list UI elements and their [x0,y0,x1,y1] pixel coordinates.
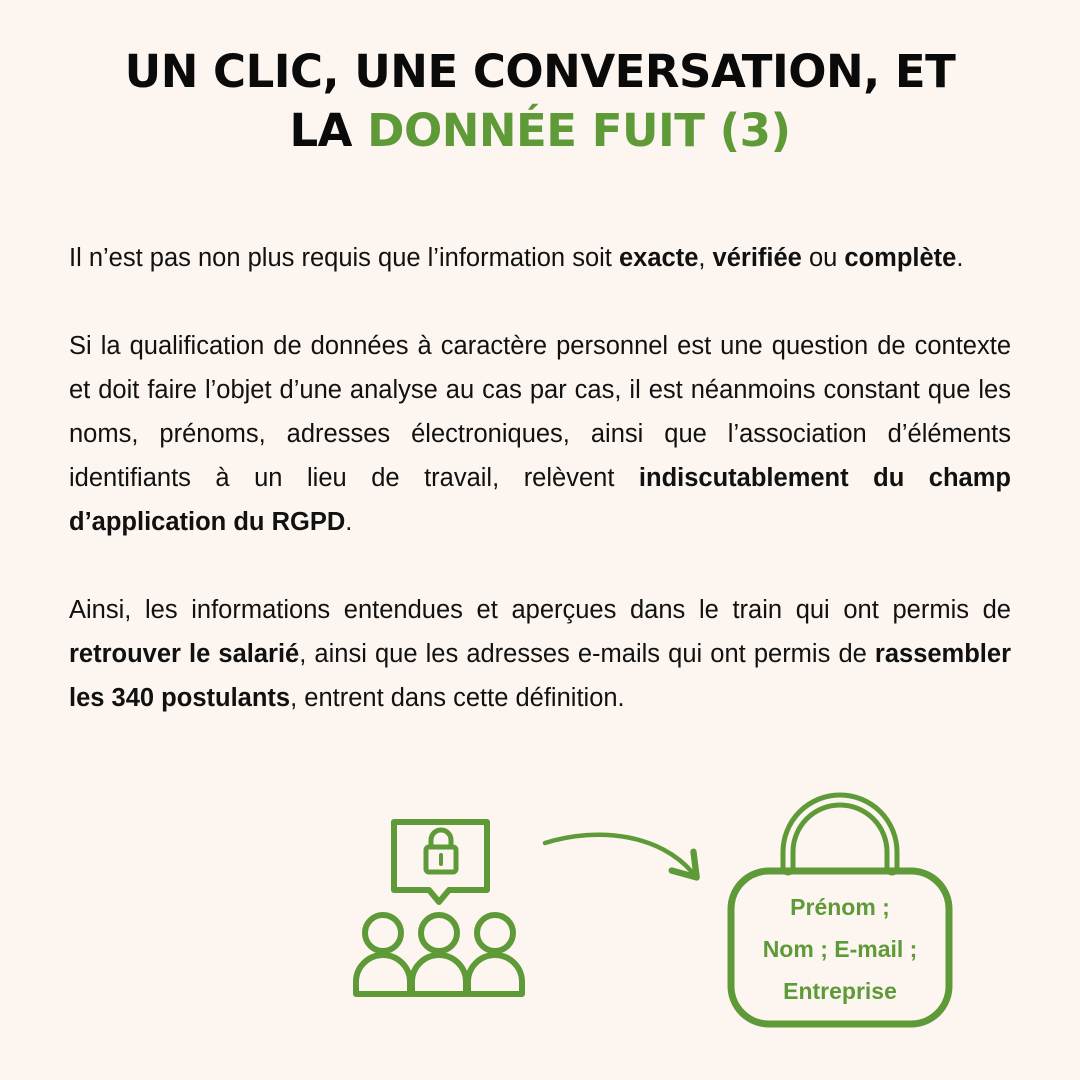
people-icon [356,915,522,994]
emphasis-exacte: exacte [618,244,699,272]
emphasis-rgpd: indiscutablement du champ d’application du RGPD [69,464,1011,536]
title-accent: DONNÉE FUIT (3) [367,104,791,157]
group-with-lock-speech-bubble-icon [356,822,522,994]
paragraph-1-end: . [956,244,964,272]
title-line-2-prefix: LA [289,104,368,157]
emphasis-complete: complète [844,244,957,272]
lock-line-prenom: Prénom ; [790,894,890,920]
paragraph-1-text: Il n’est pas non plus requis que l’information soit [69,244,619,272]
paragraph-1-separator: , [698,244,713,272]
paragraph-3-text: Ainsi, les informations entendues et aperçues dans le train qui ont permis de [69,596,1011,624]
paragraph-3-end: , entrent dans cette définition. [290,684,625,712]
emphasis-verifiee: vérifiée [712,244,802,272]
paragraph-1-conjunction: ou [801,244,845,272]
paragraph-2-text: Si la qualification de données à caractère personnel est une question de contexte et doit faire l’objet d’une analyse au cas par cas, il est néanmoins constant que les noms, prénoms, adresses électroniques, ainsi que l’association d’éléments identifiants à un lieu de travail, relèvent [69,332,1011,492]
title-line-1: UN CLIC, UNE CONVERSATION, ET [124,45,956,98]
paragraph-3-middle: , ainsi que les adresses e-mails qui ont permis de [299,640,875,668]
curved-arrow-right-icon [545,835,692,872]
paragraph-2-end: . [345,508,353,536]
emphasis-rassembler: rassembler les 340 postulants [69,640,1011,712]
small-lock-icon [426,830,456,872]
lock-text [728,886,952,1012]
lock-line-nom-email: Nom ; E-mail ; [762,936,918,962]
padlock-shackle [788,800,892,868]
lock-line-entreprise: Entreprise [783,978,897,1004]
emphasis-retrouver: retrouver le salarié [69,640,300,668]
